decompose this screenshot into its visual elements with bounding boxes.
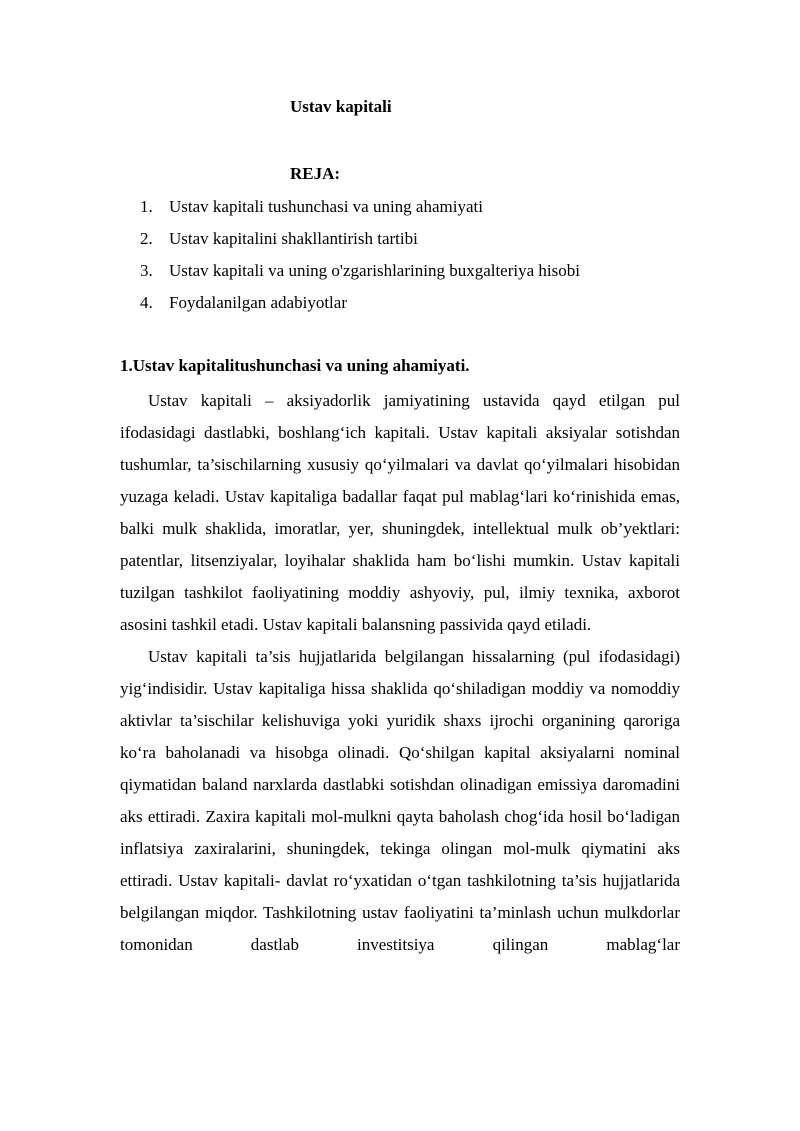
plan-item bbox=[140, 291, 700, 323]
plan-heading: REJA: bbox=[290, 164, 341, 183]
plan-item bbox=[140, 227, 700, 259]
paragraph: Ustav kapitali – aksiyadorlik jamiyatining ustavida qayd etilgan pul ifodasidagi dastlabki, boshlang‘ich kapitali. Ustav kapitali aksiyalar sotishdan tushumlar, ta’sischilarning xususiy qo‘yilmalari va davlat qo‘yilmalari hisobidan yuzaga keladi. Ustav kapitaliga badallar faqat pul mablag‘lari ko‘rinishida emas, balki mulk shaklida, imoratlar, yer, shuningdek, intellektual mulk ob’yektlari: patentlar, litsenziyalar, loyihalar shaklida ham bo‘lishi mumkin. Ustav kapitali tuzilgan tashkilot faoliyatining moddiy ashyoviy, pul, ilmiy texnika, axborot asosini tashkil etadi. Ustav kapitali balansning passivida qayd etiladi. bbox=[120, 391, 680, 634]
plan-item-text: Ustav kapitali va uning o'zgarishlarining buxgalteriya hisobi bbox=[169, 261, 580, 280]
plan-item-text: Ustav kapitalini shakllantirish tartibi bbox=[169, 229, 418, 248]
plan-item-number: 1. bbox=[140, 197, 153, 216]
body-text bbox=[120, 385, 680, 961]
plan-list bbox=[140, 195, 700, 323]
document-title: Ustav kapitali bbox=[290, 97, 392, 116]
plan-item-text: Foydalanilgan adabiyotlar bbox=[169, 293, 347, 312]
section-heading: 1.Ustav kapitalitushunchasi va uning ahamiyati. bbox=[120, 356, 470, 375]
paragraph: Ustav kapitali ta’sis hujjatlarida belgilangan hissalarning (pul ifodasidagi) yig‘indisidir. Ustav kapitaliga hissa shaklida qo‘shiladigan moddiy va nomoddiy aktivlar ta’sischilar kelishuviga yoki yuridik shaxs ijrochi organining qaroriga ko‘ra baholanadi va hisobga olinadi. Qo‘shilgan kapital aksiyalarni nominal qiymatidan baland narxlarda dastlabki sotishdan olinadigan emissiya daromadini aks ettiradi. Zaxira kapitali mol-mulkni qayta baholash chog‘ida hosil bo‘ladigan inflatsiya zaxiralarini, shuningdek, tekinga olingan mol-mulk qiymatini aks ettiradi. Ustav kapitali- davlat ro‘yxatidan o‘tgan tashkilotning ta’sis hujjatlarida belgilangan miqdor. Tashkilotning ustav faoliyatini ta’minlash uchun mulkdorlar tomonidan dastlab investitsiya qilingan mablag‘lar bbox=[120, 647, 680, 954]
plan-item bbox=[140, 259, 700, 291]
plan-item bbox=[140, 195, 700, 227]
plan-item-number: 3. bbox=[140, 261, 153, 280]
plan-item-number: 2. bbox=[140, 229, 153, 248]
plan-item-number: 4. bbox=[140, 293, 153, 312]
plan-item-text: Ustav kapitali tushunchasi va uning ahamiyati bbox=[169, 197, 483, 216]
